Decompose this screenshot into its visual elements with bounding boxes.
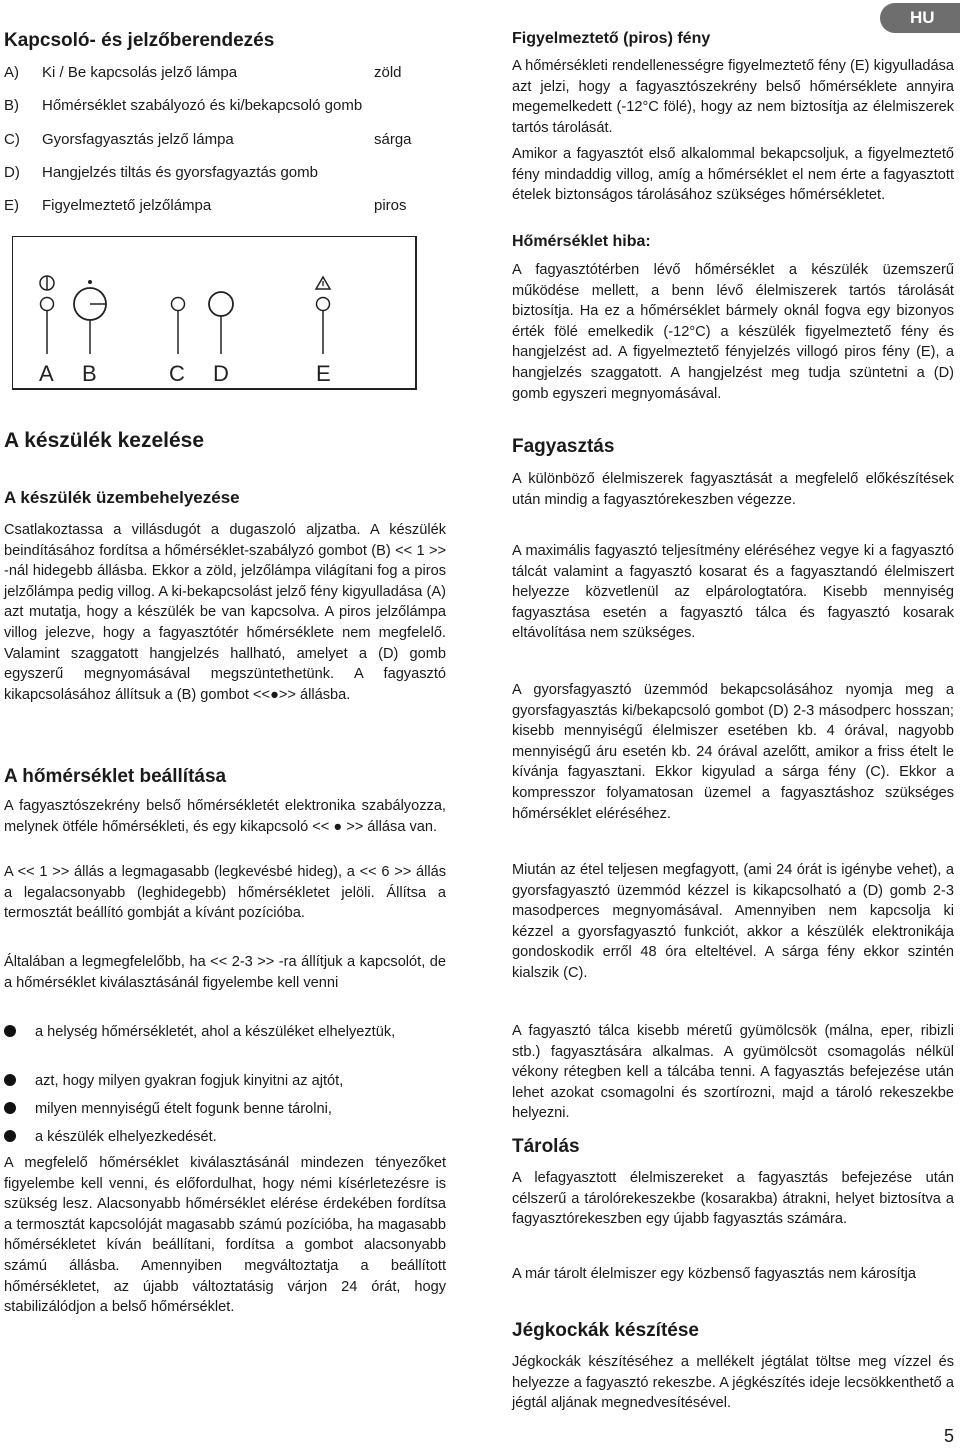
temperature-paragraph-4: A megfelelő hőmérséklet kiválasztásánál mindezen tényezőket figyelembe kell venni, és előfordulhat, hogy némi kísérletezésre is szükség lesz. Alacsonyabb hőmérséklet elérése érdekében fordítsa a termosztát kapcsolóját magasabb számú pozícióba, ha magasabb hőmérsékletet kíván beállítani, fordítsa a gombot alacsonyabb számú állásba. Amennyiben megváltoztatja a beállított hőmérsékletet, az újabb változtatásig várjon 24 órát, hogy stabilizálódjon a belső hőmérséklet. bbox=[4, 1155, 446, 1316]
bullet-icon bbox=[4, 1074, 16, 1086]
install-heading: A készülék üzembehelyezése bbox=[4, 488, 240, 507]
temperature-paragraph-1: A fagyasztószekrény belső hőmérsékletét elektronika szabályozza, melynek ötféle hőmérsékleti, és egy kikapcsoló << ● >> állása van. bbox=[4, 798, 446, 835]
operation-heading: A készülék kezelése bbox=[4, 429, 205, 452]
ice-cubes-heading: Jégkockák készítése bbox=[512, 1320, 699, 1341]
freezing-paragraph-1: A különböző élelmiszerek fagyasztását a megfelelő előkészítések után mindig a fagyasztórekeszben végezze. bbox=[512, 471, 954, 508]
language-badge: HU bbox=[880, 3, 960, 33]
freezing-heading: Fagyasztás bbox=[512, 436, 615, 457]
temperature-paragraph-2: A << 1 >> állás a legmagasabb (legkevésbé hideg), a << 6 >> állás a legalacsonyabb (leghidegebb) hőmérsékletet jelöli. Állítsa a termosztát beállító gombját a kívánt pozícióba. bbox=[4, 864, 446, 922]
panel-letter-d: D bbox=[213, 361, 229, 386]
list-item: a helység hőmérsékletét, ahol a készüléket elhelyeztük, bbox=[4, 1022, 446, 1064]
storage-heading: Tárolás bbox=[512, 1136, 580, 1157]
panel-letter-e: E bbox=[316, 361, 331, 386]
list-item: azt, hogy milyen gyakran fogjuk kinyitni az ajtót, bbox=[4, 1071, 446, 1092]
controls-title: Kapcsoló- és jelzőberendezés bbox=[4, 30, 275, 51]
temperature-error-paragraph: A fagyasztótérben lévő hőmérséklet a készülék üzemszerű működése mellett, a benn lévő élelmiszerek tartós tárolását biztosítja. Ha ez a hőmérséklet bármely oknál fogva egy bizonyos érték fölé emelkedik (-12°C) a készülék figyelmeztető fény és hangjelzést ad. A figyelmeztető fényjelzés villogó piros fény (E), a hangjelzés szaggatott. A hangjelzést meg tudja szüntetni a (D) gomb egyszeri megnyomásával. bbox=[512, 262, 954, 402]
bullet-icon bbox=[4, 1025, 16, 1037]
panel-letter-b: B bbox=[82, 361, 97, 386]
freezing-paragraph-5: A fagyasztó tálca kisebb méretű gyümölcsök (málna, eper, ribizli stb.) fagyasztására alkalmas. A gyümölcsöt csomagolás nélkül vékony rétegben kell a tálcába tenni. A fagyasztás befejezése után lehet azokat csomagolni és szortírozni, majd a tároló rekeszekbe helyezni. bbox=[512, 1023, 954, 1122]
page-number: 5 bbox=[944, 1426, 955, 1446]
temperature-paragraph-3: Általában a legmegfelelőbb, ha << 2-3 >> -ra állítjuk a kapcsolót, de a hőmérséklet kiválasztásánál figyelembe kell venni bbox=[4, 954, 446, 991]
warning-paragraph-1: A hőmérsékleti rendellenességre figyelmeztető fény (E) kigyulladása azt jelzi, hogy a fagyasztószekrény belső hőmérséklete annyira megemelkedett (-12°C fölé), hogy az nem biztosítja az élelmiszerek tartós tárolását. bbox=[512, 58, 954, 136]
control-panel-diagram bbox=[12, 236, 422, 396]
freezing-paragraph-2: A maximális fagyasztó teljesítmény eléréséhez vegye ki a fagyasztó tálcát valamint a fagyasztó kosarat és a fagyasztandó élelmiszert helyezze közvetlenül az elpárologtatóra. Kisebb mennyiség fagyasztása esetén a fagyasztó tálca és fagyasztó kosarak eltávolítása nem szükséges. bbox=[512, 543, 954, 642]
bullet-icon bbox=[4, 1102, 16, 1114]
storage-paragraph-1: A lefagyasztott élelmiszereket a fagyasztás befejezése után célszerű a tárolórekeszekbe (kosarakba) átrakni, helyet biztosítva a fagyasztórekeszben egy újabb fagyasztás számára. bbox=[512, 1170, 954, 1228]
freezing-paragraph-4: Miután az étel teljesen megfagyott, (ami 24 órát is igénybe vehet), a gyorsfagyasztó üzemmód kézzel is kikapcsolható a (D) gomb 2-3 masodperces megnyomásával. Amennyiben nem kapcsolja ki kézzel a gyorsfagyasztó funkciót, akkor a készülék elektronikája gondoskodik erről 48 óra elteltével. A sárga fény ekkor szintén kialszik (C). bbox=[512, 862, 954, 981]
temperature-error-heading: Hőmérséklet hiba: bbox=[512, 233, 651, 250]
warning-paragraph-2: Amikor a fagyasztót első alkalommal bekapcsoljuk, a figyelmeztető fény mindaddig villog, amíg a hőmérséklet el nem érte a fagyasztott ételek biztonságos tárolásához szükséges hőmérsékletet. bbox=[512, 146, 954, 204]
temperature-heading: A hőmérséklet beállítása bbox=[4, 766, 227, 787]
bullet-icon bbox=[4, 1130, 16, 1142]
ice-cubes-paragraph: Jégkockák készítéséhez a mellékelt jégtálat töltse meg vízzel és helyezze a fagyasztó rekeszbe. A jégkészítés ideje lecsökkenthető a jégtál aljának megnedvesítésével. bbox=[512, 1354, 954, 1412]
freezing-paragraph-3: A gyorsfagyasztó üzemmód bekapcsolásához nyomja meg a gyorsfagyasztás ki/bekapcsoló gombot (D) 2-3 másodperc hosszan; kisebb mennyiségű élelmiszer esetében kb. 4 órával, nagyobb mennyiségű áru esetén kb. 24 órával azelőtt, amikor a friss ételt le kívánja fagyasztani. Ekkor kigyulad a sárga fény (C). Ekkor a kompresszor folyamatosan üzemel a fagyasztáshoz szükséges hőmérséklet eléréséhez. bbox=[512, 682, 954, 822]
storage-paragraph-2: A már tárolt élelmiszer egy közbenső fagyasztás nem károsítja bbox=[512, 1266, 916, 1282]
warning-heading: Figyelmeztető (piros) fény bbox=[512, 30, 711, 47]
panel-letter-c: C bbox=[169, 361, 185, 386]
panel-letter-a: A bbox=[39, 361, 54, 386]
install-paragraph: Csatlakoztassa a villásdugót a dugaszoló aljzatba. A készülék beindításához fordítsa a hőmérséklet-szabályzó gombot (B) << 1 >> -nál hidegebb állásba. Ekkor a zöld, jelzőlámpa világítani fog a piros jelzőlámpa pedig villog. A ki-bekapcsolást jelző fény kigyulladása (A) azt mutatja, hogy a készülék be van kapcsolva. A piros jelzőlámpa villog jelezve, hogy a fagyasztótér hőmérséklete nem megfelelő. Valamint szaggatott hangjelzés hallható, amelyet a (D) gomb egyszerű megnyomásával megszüntethetünk. A fagyasztó kikapcsolásához állítsuk a (B) gombot <<●>> állásba. bbox=[4, 522, 446, 703]
list-item: milyen mennyiségű ételt fogunk benne tárolni, bbox=[4, 1099, 446, 1120]
list-item: a készülék elhelyezkedését. bbox=[4, 1127, 446, 1148]
